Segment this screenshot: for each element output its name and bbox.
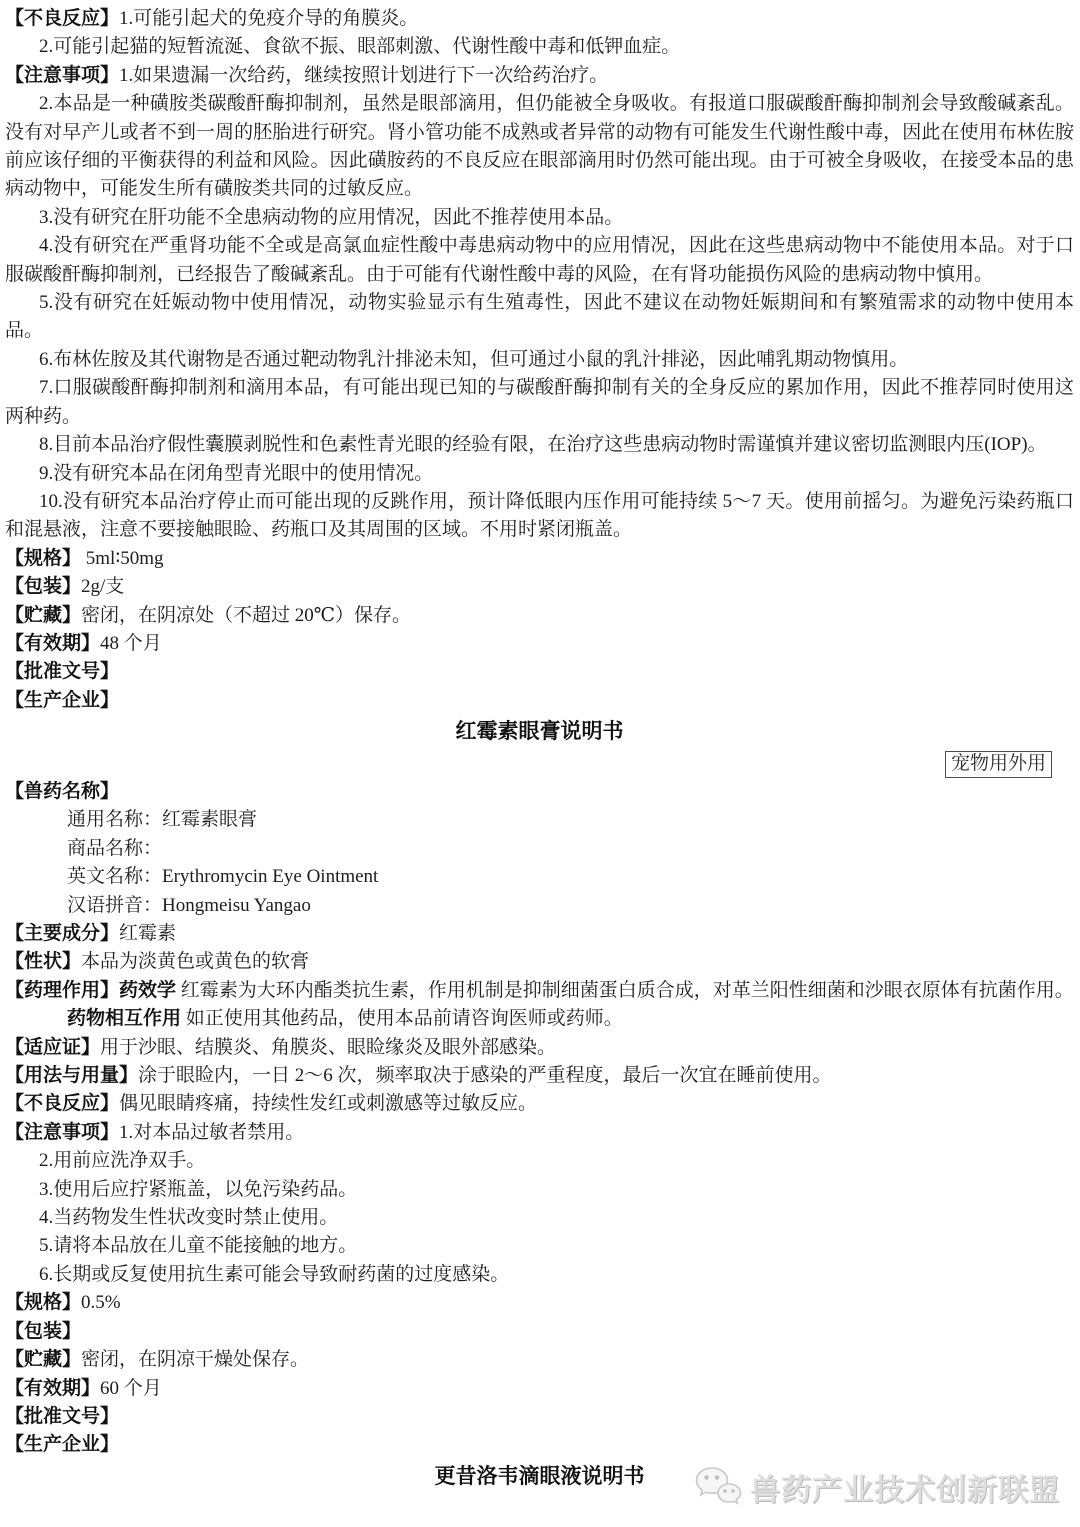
section-label: 【注意事项】: [5, 64, 120, 86]
text-run: 本品为淡黄色或黄色的软膏: [81, 951, 310, 973]
package-2: [5, 1318, 1074, 1346]
precautions-item: [5, 1176, 1074, 1204]
approval-no-1: [5, 658, 1074, 686]
text-run: 10.没有研究本品治疗停止而可能出现的反跳作用，预计降低眼内压作用可能持续 5～7 天。使用前摇匀。为避免污染药瓶口和混悬液，注意不要接触眼睑、药瓶口及其周围的区域。不用时紧闭瓶盖。: [5, 490, 1074, 541]
drug-interaction: [5, 1005, 1074, 1033]
section-label: 【药理作用】: [5, 979, 120, 1001]
text-run: 5ml∶50mg: [81, 547, 164, 569]
section-label: 【生产企业】: [5, 1434, 120, 1456]
text-run: 1.对本品过敏者禁用。: [119, 1121, 305, 1143]
text-run: 如正使用其他药品，使用本品前请咨询医师或药师。: [181, 1008, 623, 1030]
precautions-item: [5, 1147, 1074, 1175]
section-label: 【性状】: [5, 951, 82, 973]
precautions-1: [5, 62, 1074, 90]
text-run: 60 个月: [100, 1377, 162, 1399]
text-run: 48 个月: [100, 632, 162, 654]
main-ingredient: [5, 920, 1074, 948]
text-run: 0.5%: [81, 1292, 121, 1314]
text-run: 1.如果遗漏一次给药，继续按照计划进行下一次给药治疗。: [119, 64, 609, 86]
description: [5, 948, 1074, 976]
text-run: 红霉素为大环内酯类抗生素，作用机制是抑制细菌蛋白质合成，对革兰阳性细菌和沙眼衣原体有抗菌作用。: [176, 979, 1074, 1001]
manufacturer-2: [5, 1431, 1074, 1459]
erythromycin-title: [5, 718, 1074, 746]
text-run: 7.口服碳酸酐酶抑制剂和滴用本品，有可能出现已知的与碳酸酐酶抑制有关的全身反应的累加作用，因此不推荐同时使用这两种药。: [5, 377, 1074, 427]
precautions-item: [5, 90, 1074, 204]
section-label: 【规格】: [5, 1292, 82, 1314]
drug-name-section: [5, 778, 1074, 806]
text-run: 2.本品是一种磺胺类碳酸酐酶抑制剂，虽然是眼部滴用，但仍能被全身吸收。有报道口服碳酸酐酶抑制剂会导致酸碱紊乱。没有对早产儿或者不到一周的胚胎进行研究。肾小管功能不成熟或者异常的动物有可能发生代谢性酸中毒，因此在使用布林佐胺前应该仔细的平衡获得的利益和风险。因此磺胺药的不良反应在眼部滴用时仍然可能出现。由于可被全身吸收，在接受本品的患病动物中，可能发生所有磺胺类共同的过敏反应。: [5, 93, 1074, 200]
text-run: 9.没有研究本品在闭角型青光眼中的使用情况。: [39, 462, 434, 484]
precautions-item: [5, 289, 1074, 346]
section-label: 【包装】: [5, 576, 82, 598]
spec-1: [5, 545, 1074, 573]
text-run: 4.当药物发生性状改变时禁止使用。: [39, 1207, 339, 1229]
precautions-item: [5, 1261, 1074, 1289]
pinyin-name: [5, 892, 1074, 920]
text-run: 1.可能引起犬的免疫介导的角膜炎。: [119, 8, 419, 29]
spec-2: [5, 1289, 1074, 1317]
emphasis-run: 更昔洛韦滴眼液说明书: [434, 1464, 645, 1488]
adverse-reactions-item: [5, 33, 1074, 61]
section-label: 【有效期】: [5, 1377, 101, 1399]
section-label: 【生产企业】: [5, 689, 120, 711]
section-label: 【主要成分】: [5, 923, 120, 944]
watermark-text: 兽药产业技术创新联盟: [750, 1474, 1060, 1507]
precautions-2: [5, 1119, 1074, 1147]
section-label: 【贮藏】: [5, 1349, 82, 1371]
validity-2: [5, 1375, 1074, 1403]
precautions-item: [5, 232, 1074, 289]
text-run: 5.请将本品放在儿童不能接触的地方。: [39, 1235, 358, 1257]
precautions-item: [5, 204, 1074, 232]
section-label: 【不良反应】: [5, 1093, 120, 1115]
section-label: 【包装】: [5, 1320, 82, 1342]
validity-1: [5, 630, 1074, 658]
text-run: 偶见眼睛疼痛，持续性发红或刺激感等过敏反应。: [119, 1093, 538, 1115]
adverse-reactions-1: [5, 5, 1074, 33]
text-run: 密闭，在阴凉干燥处保存。: [81, 1349, 310, 1371]
dosage: [5, 1062, 1074, 1090]
storage-1: [5, 602, 1074, 630]
text-run: 涂于眼睑内，一日 2～6 次，频率取决于感染的严重程度，最后一次宜在睡前使用。: [138, 1065, 832, 1087]
emphasis-run: 药物相互作用: [67, 1008, 182, 1030]
precautions-item: [5, 488, 1074, 545]
precautions-item: [5, 346, 1074, 374]
text-run: 用于沙眼、结膜炎、角膜炎、眼睑缘炎及眼外部感染。: [100, 1036, 557, 1058]
section-label: 【不良反应】: [5, 8, 120, 29]
pet-external-use-stamp: 宠物用外用: [945, 751, 1052, 778]
stamp-row: [5, 750, 1074, 778]
english-name: [5, 863, 1074, 891]
text-run: 汉语拼音：Hongmeisu Yangao: [67, 894, 311, 916]
text-run: 3.没有研究在肝功能不全患病动物的应用情况，因此不推荐使用本品。: [39, 206, 624, 228]
generic-name: [5, 806, 1074, 834]
section-label: 【适应证】: [5, 1036, 101, 1058]
section-label: 【批准文号】: [5, 661, 120, 683]
text-run: 6.长期或反复使用抗生素可能会导致耐药菌的过度感染。: [39, 1263, 510, 1285]
emphasis-run: 红霉素眼膏说明书: [455, 720, 624, 744]
manufacturer-1: [5, 687, 1074, 715]
text-run: 4.没有研究在严重肾功能不全或是高氯血症性酸中毒患病动物中的应用情况，因此在这些患病动物中不能使用本品。对于口服碳酸酐酶抑制剂，已经报告了酸碱紊乱。由于可能有代谢性酸中毒的风险，在有肾功能损伤风险的患病动物中慎用。: [5, 235, 1074, 285]
section-label: 【有效期】: [5, 632, 101, 654]
text-run: 8.目前本品治疗假性囊膜剥脱性和色素性青光眼的经验有限，在治疗这些患病动物时需谨慎并建议密切监测眼内压(IOP)。: [39, 434, 1047, 456]
adverse-reactions-2: [5, 1090, 1074, 1118]
text-run: 2.可能引起猫的短暂流涎、食欲不振、眼部刺激、代谢性酸中毒和低钾血症。: [39, 36, 681, 58]
text-run: 商品名称：: [67, 837, 163, 859]
emphasis-run: 药效学: [119, 979, 177, 1001]
section-label: 【规格】: [5, 547, 82, 569]
precautions-item: [5, 431, 1074, 459]
ganciclovir-title: [5, 1463, 1074, 1491]
section-label: 【注意事项】: [5, 1121, 120, 1143]
section-label: 【兽药名称】: [5, 780, 120, 802]
pharmacology: [5, 977, 1074, 1005]
package-1: [5, 573, 1074, 601]
precautions-item: [5, 1232, 1074, 1260]
text-run: 2.用前应洗净双手。: [39, 1150, 206, 1172]
precautions-item: [5, 1204, 1074, 1232]
section-label: 【用法与用量】: [5, 1065, 139, 1087]
text-run: 红霉素: [119, 923, 177, 944]
section-label: 【贮藏】: [5, 604, 82, 626]
text-run: 3.使用后应拧紧瓶盖，以免污染药品。: [39, 1178, 358, 1200]
precautions-item: [5, 374, 1074, 431]
approval-no-2: [5, 1403, 1074, 1431]
text-run: 密闭，在阴凉处（不超过 20℃）保存。: [81, 604, 412, 626]
section-label: 【批准文号】: [5, 1405, 120, 1427]
text-run: 6.布林佐胺及其代谢物是否通过靶动物乳汁排泌未知，但可通过小鼠的乳汁排泌，因此哺乳期动物慎用。: [39, 348, 909, 370]
text-run: 英文名称：Erythromycin Eye Ointment: [67, 866, 379, 888]
indications: [5, 1034, 1074, 1062]
precautions-item: [5, 460, 1074, 488]
text-run: 2g/支: [81, 576, 125, 598]
text-run: 5.没有研究在妊娠动物中使用情况，动物实验显示有生殖毒性，因此不建议在动物妊娠期间和有繁殖需求的动物中使用本品。: [5, 292, 1074, 342]
text-run: 通用名称：红霉素眼膏: [67, 809, 258, 831]
trade-name: [5, 835, 1074, 863]
storage-2: [5, 1346, 1074, 1374]
